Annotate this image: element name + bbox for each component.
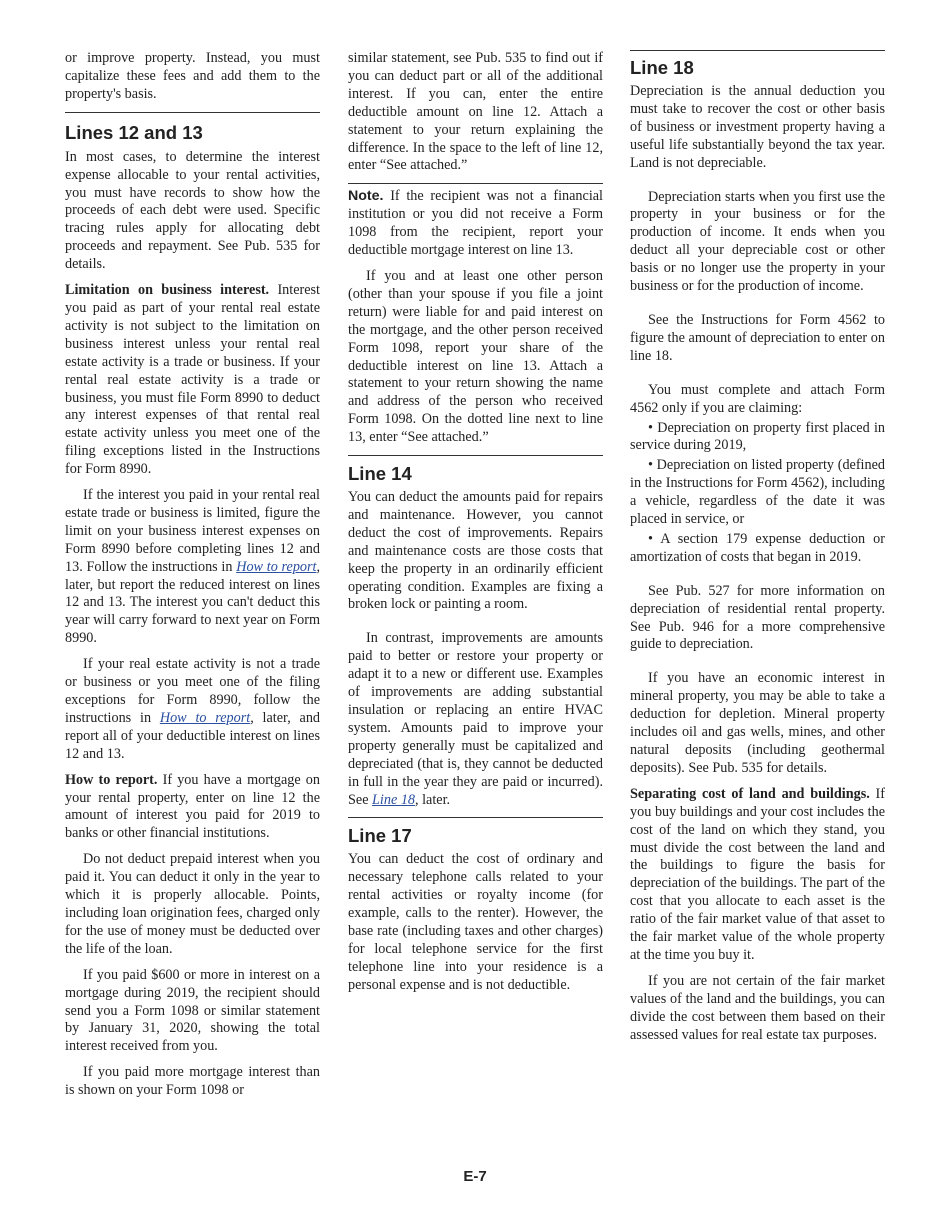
paragraph: If the interest you paid in your rental real estate trade or business is limited, figure the limit on your business interest expenses on Form 8990 before completing lines 12 and 13. Follow the instructions in How to report, later, but report the reduced interest on lines 12 and 13. The interest you can't deduct this year will carry forward to next year on Form 8990. — [65, 487, 321, 647]
note-label: Note. — [348, 188, 384, 205]
paragraph-business-interest — [65, 282, 320, 479]
line-18-link[interactable]: Line 18 — [372, 791, 416, 808]
paragraph: If you paid $600 or more in interest on a mortgage during 2019, the recipient should send you a Form 1098 or similar statement by January 31, 2020, showing the total interest received from you. — [65, 966, 320, 1055]
paragraph: In most cases, to determine the interest expense allocable to your rental activities, you must have records to show how the proceeds of each debt were used. Specific tracing rules apply for allocating debt proceeds and repayment. See Pub. 535 for details. — [65, 148, 320, 273]
paragraph: If you paid more mortgage interest than is shown on your Form 1098 or — [65, 1064, 320, 1099]
paragraph: If you and at least one other person (other than your spouse if you file a joint return) were liable for and paid interest on the mortgage, and the other person received Form 1098, report your share of the deductible interest on line 13. Attach a statement to your return showing the name and address of the person who received Form 1098. On the dotted line next to line 13, enter “See attached.” — [348, 267, 603, 446]
paragraph: You can deduct the cost of ordinary and necessary telephone calls related to your rental activities or royalty income (for example, calls to the renter). However, the base rate (including taxes and other charges) for local telephone service for the first telephone line into your residence is a personal expense and is not deductible. — [348, 851, 603, 993]
heading-line-17: Line 17 — [348, 825, 412, 847]
paragraph: Do not deduct prepaid interest when you paid it. You can deduct it only in the year to which it is properly allocable. Points, including loan origination fees, charged only for the use of money must be deducted over the life of the loan. — [65, 851, 320, 957]
paragraph: similar statement, see Pub. 535 to find out if you can deduct part or all of the additional interest. If you can, enter the entire deductible amount on line 12. Attach a statement to your return explaining the difference. In the space to the left of line 12, enter “See attached.” — [348, 50, 603, 174]
list-item: • A section 179 expense deduction or amortization of costs that began in 2019. — [630, 530, 885, 565]
paragraph: Depreciation starts when you first use the property in your business or for the production of income. It ends when you deduct all your depreciable cost or other basis or no longer use the property in your business or for the production of income. — [630, 188, 885, 295]
paragraph: See Pub. 527 for more information on depreciation of residential rental property. See Pub. 946 for a more comprehensive guide to depreciation. — [630, 582, 885, 653]
note-body: If the recipient was not a financial institution or you did not receive a Form 1098 from the recipient, report your deductible mortgage interest on line 13. — [348, 188, 604, 259]
paragraph: or improve property. Instead, you must capitalize these fees and add them to the property's basis. — [65, 50, 320, 102]
section-divider — [65, 112, 320, 113]
paragraph-how-to-report — [65, 772, 320, 844]
column-3 — [630, 50, 885, 1045]
paragraph-body: Interest you paid as part of your rental real estate activity is not subject to the limitation on business interest unless your rental real estate activity is a trade or business. If your rental real estate activity is a trade or business, you must file Form 8990 to deduct any interest expenses of that rental real estate activity unless you meet one of the filing exceptions listed in the Instructions for Form 8990. — [65, 282, 320, 478]
column-1 — [65, 50, 320, 1100]
page-number: E-7 — [463, 1168, 487, 1185]
section-divider — [348, 817, 603, 818]
run-in-heading: How to report. — [65, 771, 158, 788]
section-divider — [348, 455, 603, 456]
paragraph: You must complete and attach Form 4562 only if you are claiming: — [630, 381, 885, 416]
note-divider — [348, 183, 603, 184]
paragraph: In contrast, improvements are amounts paid to better or restore your property or adapt it to a new or different use. Examples of improvements are adding substantial insulation or replacing an entire HVAC system. Amounts paid to improve your property generally must be capitalized and depreciated (that is, they cannot be deducted in full in the year they are paid or incurred). See Line 18, later. — [348, 630, 603, 808]
paragraph: If you are not certain of the fair market values of the land and the buildings, you can divide the cost between them based on their assessed values for real estate tax purposes. — [630, 972, 885, 1043]
paragraph: If you have an economic interest in mineral property, you may be able to take a deduction for depletion. Mineral property includes oil and gas wells, mines, and other natural deposits (including geothermal deposits). See Pub. 535 for details. — [630, 670, 885, 776]
paragraph: See the Instructions for Form 4562 to figure the amount of depreciation to enter on line 18. — [630, 311, 885, 364]
paragraph-separating-cost — [630, 786, 885, 965]
paragraph: If your real estate activity is not a trade or business or you meet one of the filing exceptions for Form 8990, follow the instructions in How to report, later, and report all of your deductible interest on lines 12 and 13. — [65, 656, 321, 762]
list-item: • Depreciation on property first placed in service during 2019, — [630, 419, 885, 454]
heading-line-18: Line 18 — [630, 57, 694, 78]
list-item: • Depreciation on listed property (defined in the Instructions for Form 4562), including a vehicle, regardless of the date it was placed in service, or — [630, 457, 885, 528]
run-in-heading: Separating cost of land and buildings. — [630, 785, 870, 802]
column-2 — [348, 50, 603, 995]
paragraph: Depreciation is the annual deduction you must take to recover the cost or other basis of business or investment property having a useful life substantially beyond the tax year. Land is not depreciable. — [630, 83, 885, 171]
paragraph-body: If you buy buildings and your cost includes the cost of the land on which they stand, you must divide the cost between the land and the buildings to figure the basis for depreciation of the buildings. The part of the cost that you allocate to each asset is the ratio of the fair market value of that asset to the fair market value of the whole property at the time you buy it. — [630, 785, 885, 963]
note-paragraph — [348, 188, 603, 260]
paragraph-body: If you have a mortgage on your rental property, enter on line 12 the amount of interest you paid for 2019 to banks or other financial institutions. — [65, 771, 320, 842]
paragraph: You can deduct the amounts paid for repairs and maintenance. However, you cannot deduct the cost of improvements. Repairs and maintenance costs are those costs that keep the property in an ordinarily efficient operating condition. Examples are fixing a broken lock or painting a room. — [348, 489, 603, 613]
heading-lines-12-13: Lines 12 and 13 — [65, 121, 203, 143]
how-to-report-link[interactable]: How to report — [236, 558, 317, 575]
how-to-report-link[interactable]: How to report — [159, 709, 251, 726]
run-in-heading: Limitation on business interest. — [65, 282, 270, 299]
heading-line-14: Line 14 — [348, 463, 412, 485]
section-divider — [630, 50, 885, 51]
